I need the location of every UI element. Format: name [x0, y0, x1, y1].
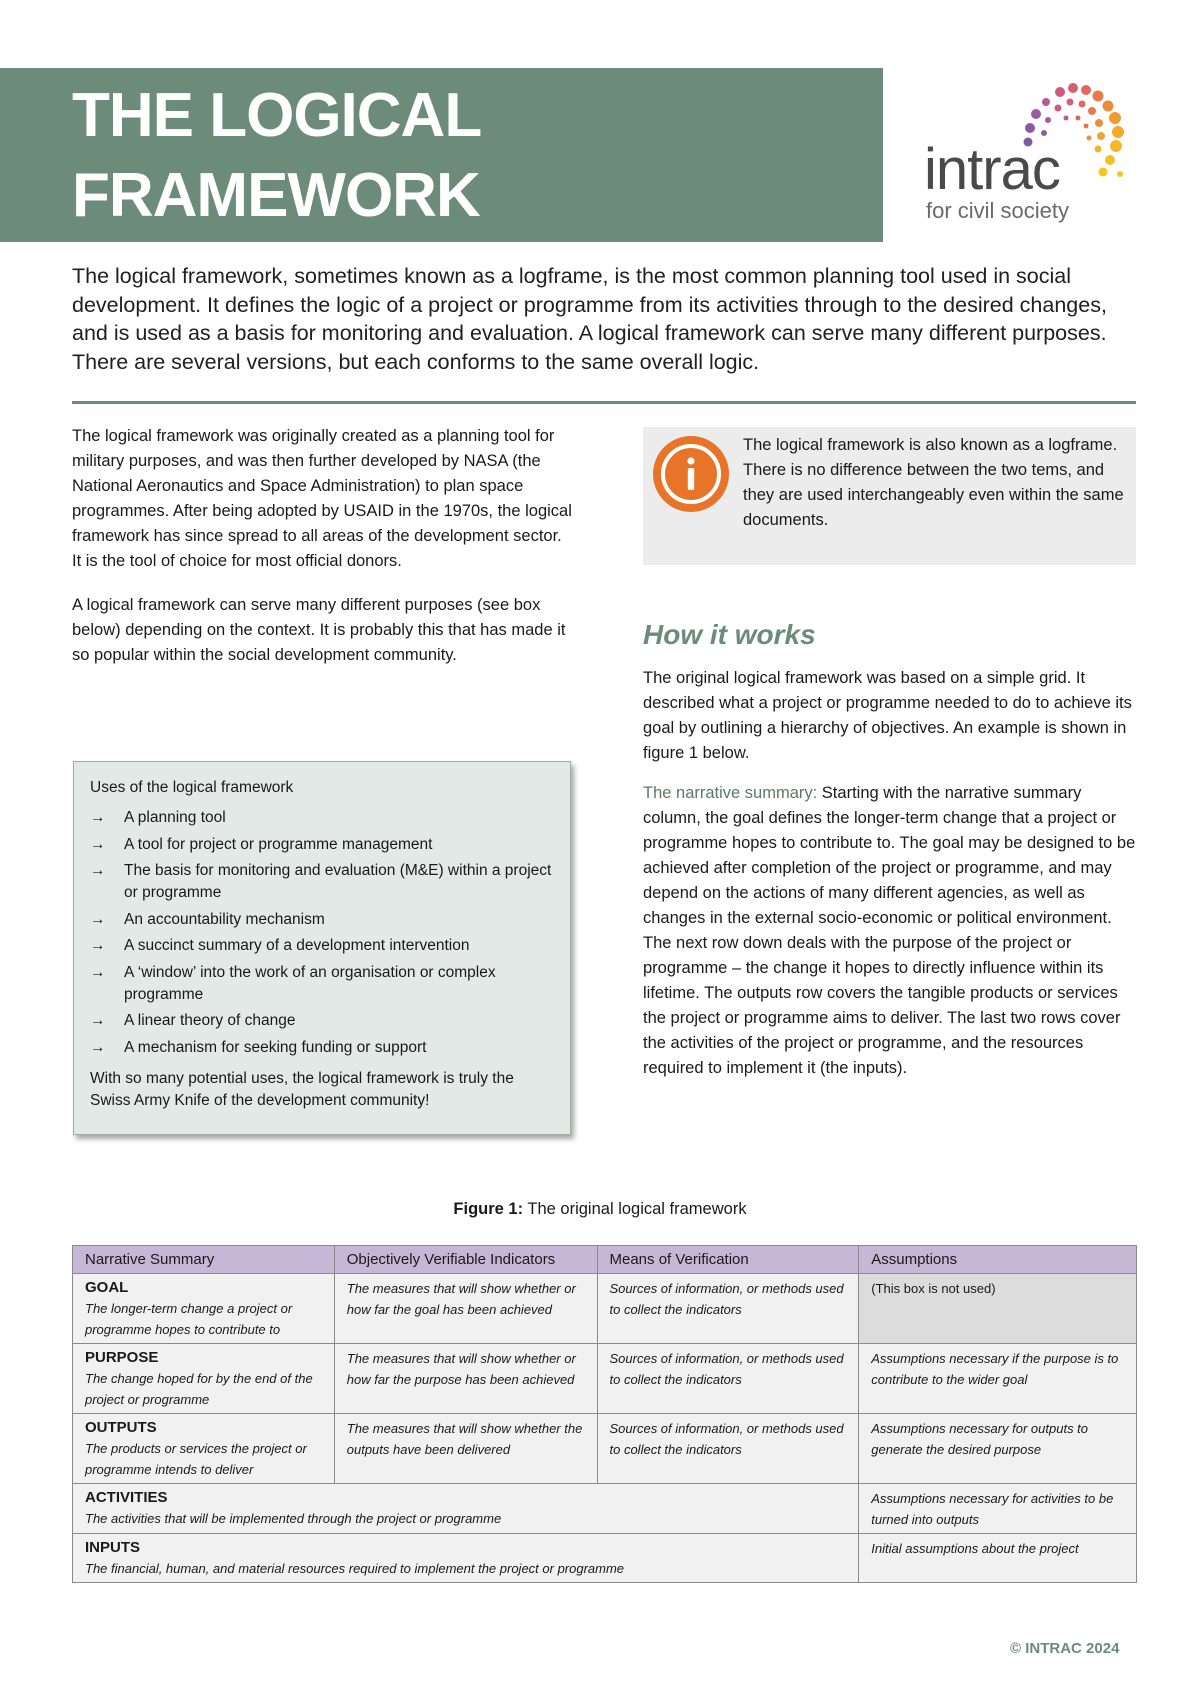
list-item: [90, 1010, 554, 1032]
assumption-text: Assumptions necessary for outputs to generate the desired purpose: [871, 1421, 1089, 1457]
table-cell: [597, 1274, 859, 1344]
intrac-logo: [920, 78, 1140, 238]
list-item-text: A linear theory of change: [124, 1012, 296, 1029]
narrative-label: The narrative summary:: [643, 784, 818, 802]
how-it-works-heading: How it works: [643, 619, 816, 650]
history-paragraph: The logical framework was originally created as a planning tool for military purposes, and was then further developed by NASA (the National Aeronautics and Space Administration) to plan space programmes. After being adopted by USAID in the 1970s, the logical framework has since spread to all areas of the development sector. It is the tool of choice for most official donors.: [72, 427, 572, 570]
table-row: [73, 1274, 1137, 1344]
list-item-text: A ‘window’ into the work of an organisation or complex programme: [124, 963, 496, 1003]
assumption-text: Assumptions necessary if the purpose is to contribute to the wider goal: [871, 1351, 1119, 1387]
assumption-text: (This box is not used): [871, 1281, 996, 1296]
purposes-paragraph: A logical framework can serve many different purposes (see box below) depending on the context. It is probably this that has made it so popular within the social development community.: [72, 596, 566, 664]
table-cell: [334, 1414, 597, 1484]
arrow-right-icon: →: [90, 937, 106, 954]
column-header: Means of Verification: [597, 1246, 859, 1274]
narrative-text: Starting with the narrative summary column, the goal defines the longer-term change that a project or programme hopes to contribute to. The goal may be designed to be achieved after completion of the project or programme, and may depend on the actions of many different agencies, as well as changes in the external socio-economic or political environment. The next row down deals with the purpose of the project or programme – the change it hopes to directly influence within its lifetime. The outputs row covers the tangible products or services the project or programme aims to deliver. The last two rows cover the activities of the project or programme, and the resources required to implement it (the inputs).: [643, 784, 1136, 1077]
page-title-line-1: THE LOGICAL: [72, 81, 482, 150]
list-item-text: The basis for monitoring and evaluation (M&E) within a project or programme: [124, 862, 552, 901]
grid-paragraph: The original logical framework was based on a simple grid. It described what a project or programme needed to do to achieve its goal by outlining a hierarchy of objectives. An example is shown in figure 1 below.: [643, 669, 1132, 762]
figure-caption-text: The original logical framework: [523, 1200, 747, 1218]
row-description: The products or services the project or programme intends to deliver: [85, 1441, 307, 1477]
section-divider: [72, 401, 1136, 404]
info-icon: [653, 436, 729, 512]
info-callout: [643, 427, 1136, 565]
assumption-text: Initial assumptions about the project: [871, 1541, 1079, 1556]
table-cell: [73, 1484, 859, 1534]
table-cell: [859, 1484, 1137, 1534]
list-item: [90, 909, 554, 931]
list-item-text: A tool for project or programme management: [124, 835, 433, 853]
page-title-line-2: FRAMEWORK: [72, 161, 480, 230]
table-cell: [334, 1274, 597, 1344]
table-row: [73, 1414, 1137, 1484]
list-item: [90, 860, 554, 904]
assumption-text: Assumptions necessary for activities to be turned into outputs: [871, 1491, 1114, 1527]
column-header: Assumptions: [859, 1246, 1137, 1274]
row-description: The financial, human, and material resources required to implement the project or programme: [85, 1561, 625, 1576]
list-item-text: A planning tool: [124, 809, 226, 826]
table-cell: [334, 1344, 597, 1414]
logo-wordmark: intrac: [924, 137, 1060, 202]
intro-paragraph: The logical framework, sometimes known as a logframe, is the most common planning tool used in social development. It defines the logic of a project or programme from its activities through to the desired changes, and is used as a basis for monitoring and evaluation. A logical framework can serve many different purposes. There are several versions, but each conforms to the same overall logic.: [72, 264, 1107, 374]
arrow-right-icon: →: [90, 963, 106, 981]
uses-box-title: Uses of the logical framework: [90, 779, 294, 796]
table-cell: [859, 1534, 1137, 1583]
list-item-text: An accountability mechanism: [124, 910, 325, 928]
figure-caption-number: Figure 1:: [453, 1200, 524, 1218]
table-cell: [859, 1414, 1137, 1484]
table-cell: [597, 1414, 859, 1484]
table-row: [73, 1534, 1137, 1583]
table-cell: [73, 1344, 335, 1414]
arrow-right-icon: →: [90, 1012, 106, 1029]
arrow-right-icon: →: [90, 835, 106, 853]
row-description: The longer-term change a project or programme hopes to contribute to: [85, 1301, 293, 1337]
row-heading: PURPOSE: [85, 1349, 159, 1366]
column-header: Objectively Verifiable Indicators: [334, 1246, 597, 1274]
page-title: [72, 76, 481, 236]
title-banner: [0, 68, 883, 242]
logo-tagline: for civil society: [926, 198, 1070, 223]
means-text: Sources of information, or methods used to collect the indicators: [609, 1351, 844, 1387]
means-text: Sources of information, or methods used to collect the indicators: [609, 1281, 844, 1317]
left-column: [72, 424, 572, 687]
arrow-right-icon: →: [90, 862, 106, 879]
list-item: [90, 807, 554, 829]
indicator-text: The measures that will show whether or how far the goal has been achieved: [346, 1281, 576, 1317]
indicator-text: The measures that will show whether or how far the purpose has been achieved: [346, 1351, 576, 1387]
table-cell: [73, 1414, 335, 1484]
right-column: [643, 618, 1138, 1096]
list-item: [90, 962, 554, 1006]
row-description: The change hoped for by the end of the project or programme: [85, 1371, 313, 1407]
list-item: [90, 935, 554, 957]
uses-box-footer: With so many potential uses, the logical framework is truly the Swiss Army Knife of the development community!: [90, 1069, 514, 1109]
table-cell: [73, 1274, 335, 1344]
row-heading: ACTIVITIES: [85, 1489, 168, 1506]
means-text: Sources of information, or methods used to collect the indicators: [609, 1421, 844, 1457]
copyright-notice: © INTRAC 2024: [1010, 1640, 1120, 1657]
table-cell: [597, 1344, 859, 1414]
figure-caption: [0, 1198, 1200, 1220]
table-header-row: [73, 1246, 1137, 1274]
column-header: Narrative Summary: [73, 1246, 335, 1274]
info-callout-text: The logical framework is also known as a logframe. There is no difference between the two tems, and they are used interchangeably even within the same documents.: [743, 436, 1124, 529]
table-cell: [859, 1274, 1137, 1344]
indicator-text: The measures that will show whether the outputs have been delivered: [346, 1421, 583, 1457]
arrow-right-icon: →: [90, 910, 106, 928]
narrative-paragraph: [643, 781, 1138, 1081]
list-item: [90, 1037, 554, 1059]
table-cell: [73, 1534, 859, 1583]
arrow-right-icon: →: [90, 809, 106, 826]
table-cell: [859, 1344, 1137, 1414]
row-heading: INPUTS: [85, 1539, 141, 1556]
list-item-text: A succinct summary of a development intervention: [124, 937, 470, 954]
row-heading: OUTPUTS: [85, 1419, 157, 1436]
uses-list: [90, 807, 554, 1059]
arrow-right-icon: →: [90, 1038, 106, 1056]
table-row: [73, 1344, 1137, 1414]
list-item-text: A mechanism for seeking funding or support: [124, 1038, 427, 1056]
list-item: [90, 834, 554, 856]
row-description: The activities that will be implemented through the project or programme: [85, 1511, 502, 1526]
row-heading: GOAL: [85, 1279, 129, 1296]
table-row: [73, 1484, 1137, 1534]
logframe-table: [72, 1245, 1137, 1583]
uses-box: [73, 761, 571, 1135]
